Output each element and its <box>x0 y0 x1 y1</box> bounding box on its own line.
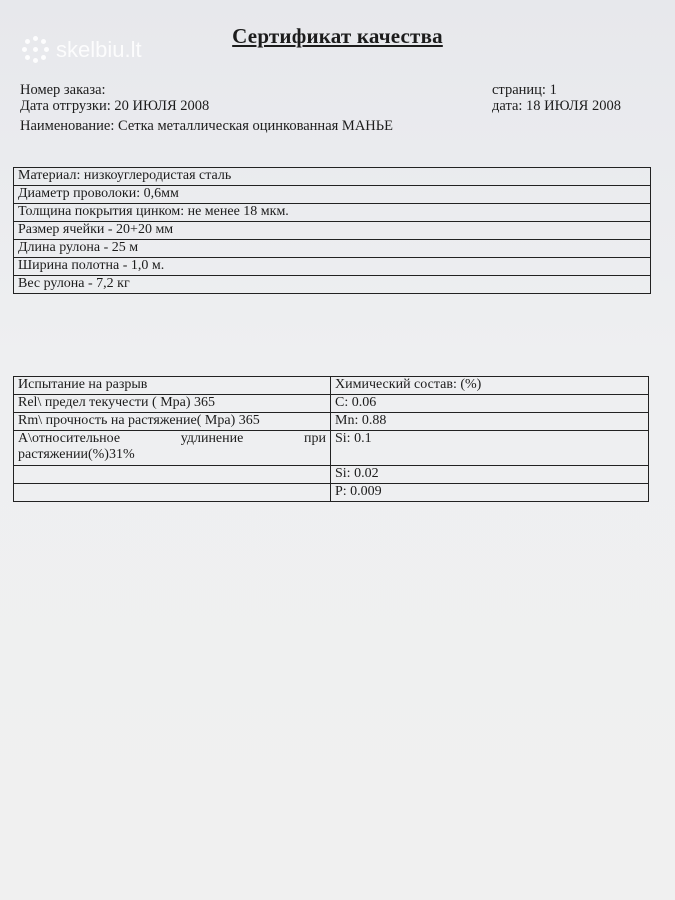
table-row <box>14 484 649 502</box>
table-row <box>14 466 649 484</box>
material-cell: Ширина полотна - 1,0 м. <box>14 258 651 276</box>
elongation-line-2: растяжении(%)31% <box>18 447 135 462</box>
material-cell: Размер ячейки - 20+20 мм <box>14 222 651 240</box>
table-row <box>14 240 651 258</box>
elongation-line-1: A\относительное удлинение при <box>18 431 326 446</box>
empty-cell <box>14 466 331 484</box>
pages-count: страниц: 1 <box>492 82 557 98</box>
watermark-text: skelbiu.lt <box>56 37 142 62</box>
document-title: Сертификат качества <box>232 24 443 48</box>
product-name: Наименование: Сетка металлическая оцинкованная МАНЬЕ <box>20 118 393 134</box>
material-cell: Материал: низкоуглеродистая сталь <box>14 168 651 186</box>
table-row <box>14 395 649 413</box>
table-row <box>14 168 651 186</box>
empty-cell <box>14 484 331 502</box>
material-cell: Длина рулона - 25 м <box>14 240 651 258</box>
chem-value: C: 0.06 <box>331 395 649 413</box>
ship-date: Дата отгрузки: 20 ИЮЛЯ 2008 <box>20 98 210 114</box>
order-number: Номер заказа: <box>20 82 106 98</box>
material-cell: Диаметр проволоки: 0,6мм <box>14 186 651 204</box>
chem-value: Mn: 0.88 <box>331 413 649 431</box>
elongation-cell <box>14 431 331 466</box>
tests-header: Испытание на разрыв <box>14 377 331 395</box>
material-cell: Вес рулона - 7,2 кг <box>14 276 651 294</box>
table-row <box>14 276 651 294</box>
table-row <box>14 222 651 240</box>
table-row <box>14 258 651 276</box>
yield-strength: Rel\ предел текучести ( Mpa) 365 <box>14 395 331 413</box>
chem-value: Si: 0.1 <box>331 431 649 466</box>
chem-header: Химический состав: (%) <box>331 377 649 395</box>
table-row <box>14 377 649 395</box>
document-date: дата: 18 ИЮЛЯ 2008 <box>492 98 621 114</box>
table-row <box>14 431 649 466</box>
table-row <box>14 204 651 222</box>
materials-table <box>13 167 651 294</box>
chem-value: P: 0.009 <box>331 484 649 502</box>
chem-value: Si: 0.02 <box>331 466 649 484</box>
tests-table <box>13 376 649 502</box>
material-cell: Толщина покрытия цинком: не менее 18 мкм. <box>14 204 651 222</box>
table-row <box>14 186 651 204</box>
table-row <box>14 413 649 431</box>
tensile-strength: Rm\ прочность на растяжение( Mpa) 365 <box>14 413 331 431</box>
